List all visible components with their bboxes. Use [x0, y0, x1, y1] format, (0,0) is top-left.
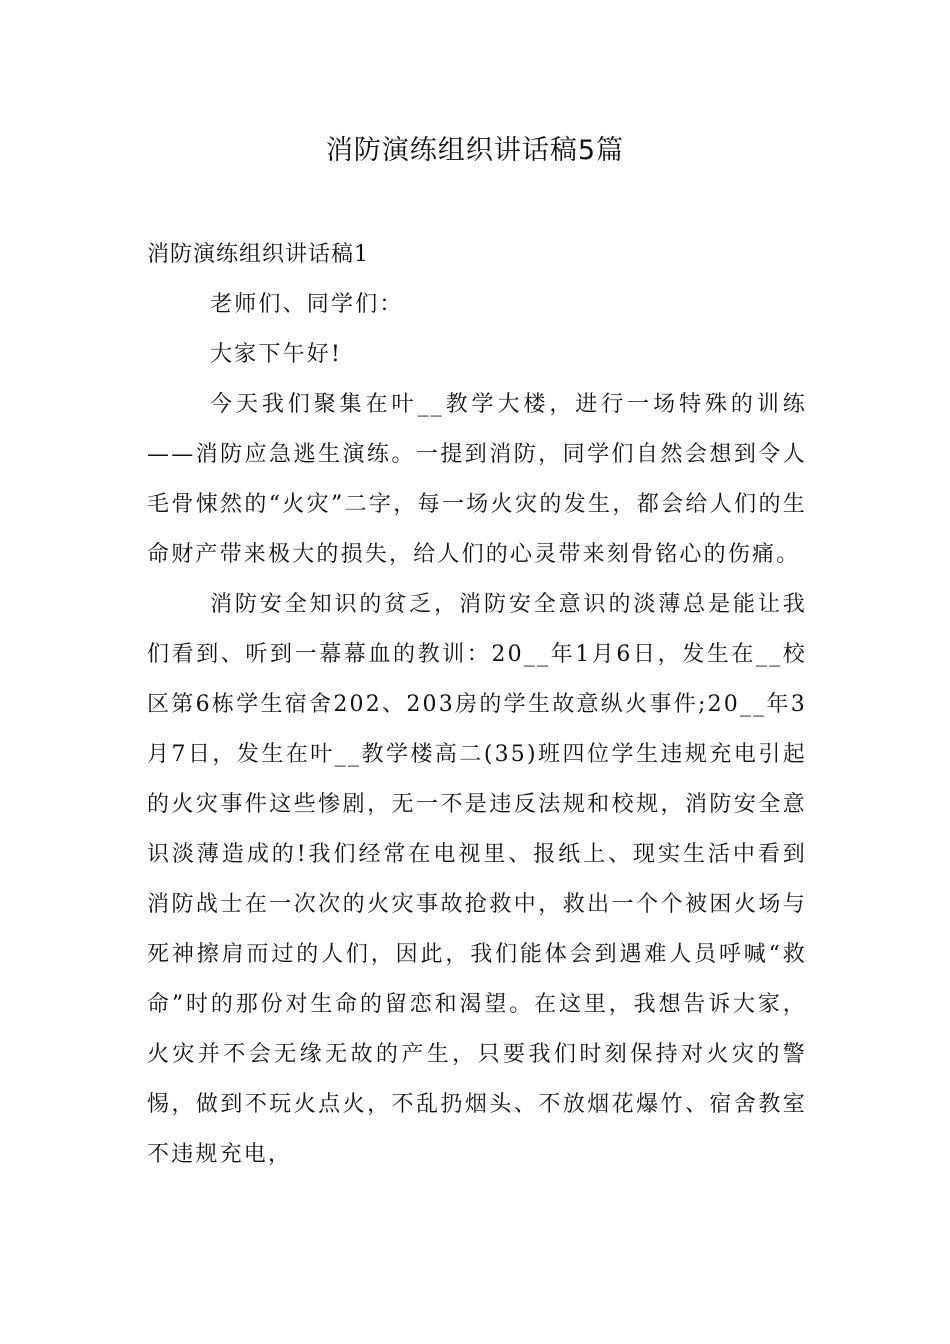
document-body: [147, 280, 807, 1180]
document-title: 消防演练组织讲话稿5篇: [325, 135, 625, 166]
paragraph-salutation: 大家下午好!: [210, 342, 343, 367]
paragraph-greeting: 老师们、同学们：: [210, 292, 404, 317]
paragraph-lessons: 消防安全知识的贫乏，消防安全意识的淡薄总是能让我们看到、听到一幕幕血的教训：20__年1月6日，发生在__校区第6栋学生宿舍202、203房的学生故意纵火事件;20__年3月7日，发生在叶__教学楼高二(35)班四位学生违规充电引起的火灾事件这些惨剧，无一不是违反法规和校规，消防安全意识淡薄造成的!我们经常在电视里、报纸上、现实生活中看到消防战士在一次次的火灾事故抢救中，救出一个个被困火场与死神擦肩而过的人们，因此，我们能体会到遇难人员呼喊“救命”时的那份对生命的留恋和渴望。在这里，我想告诉大家，火灾并不会无缘无故的产生，只要我们时刻保持对火灾的警惕，做到不玩火点火，不乱扔烟头、不放烟花爆竹、宿舍教室不违规充电，: [147, 592, 807, 1167]
section-heading: 消防演练组织讲话稿1: [147, 242, 369, 267]
paragraph-intro: 今天我们聚集在叶__教学大楼，进行一场特殊的训练——消防应急逃生演练。一提到消防，同学们自然会想到令人毛骨悚然的“火灾”二字，每一场火灾的发生，都会给人们的生命财产带来极大的损失，给人们的心灵带来刻骨铭心的伤痛。: [147, 392, 807, 567]
